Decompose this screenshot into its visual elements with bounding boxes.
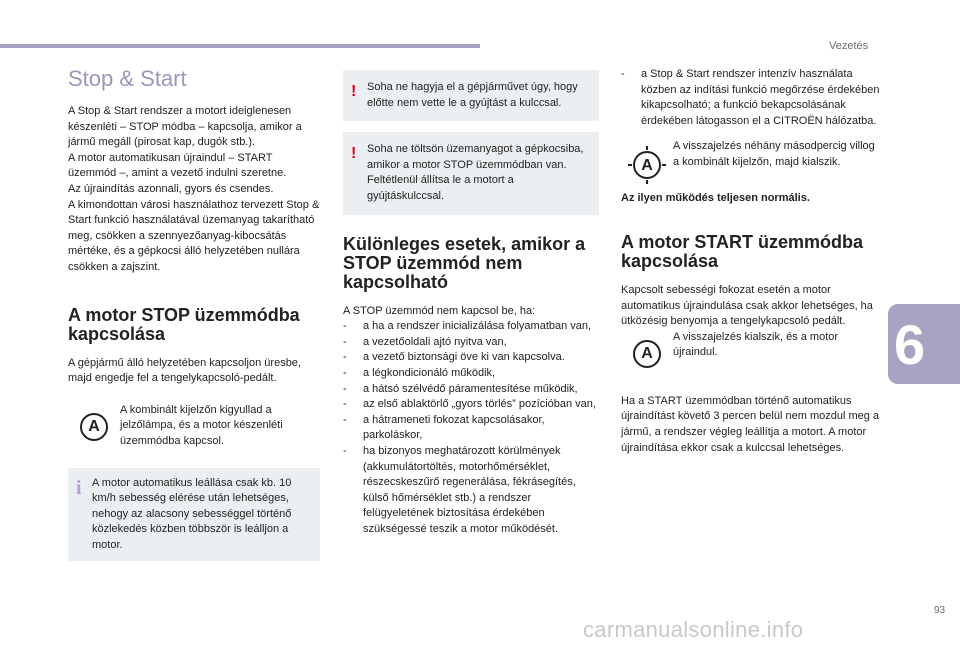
list-item: - ha bizonyos meghatározott körülmények (akkumulátortöltés, motorhőmérséklet, részecskeszűrő regenerálása, fékrásegítés, külső hőmérséklet stb.) a rendszer felügyeletének biztosítása érdekében szükségessé teszik a motor működését. (343, 444, 599, 538)
special-intro: A STOP üzemmód nem kapcsol be, ha: (343, 304, 536, 317)
normal-note: Az ilyen működés teljesen normális. (621, 192, 810, 205)
list-item: - a légkondicionáló működik, (343, 366, 599, 382)
stop-indicator-row (68, 403, 320, 450)
start-icon-text: A visszajelzés kialszik, és a motor újraindul. (673, 330, 839, 359)
list-item: - a hátrameneti fokozat kapcsolásakor, parkoláskor, (343, 413, 599, 444)
stop-start-a-icon (68, 403, 120, 441)
stop-start-a-flashing-icon (621, 139, 673, 179)
special-list (343, 319, 599, 537)
special-heading: Különleges esetek, amikor a STOP üzemmód nem kapcsolható (343, 233, 586, 292)
intro-line: Az újraindítás azonnali, gyors és csendes. (68, 182, 274, 195)
warning-box-1 (343, 70, 599, 121)
column-2 (343, 70, 599, 537)
warning-box-2 (343, 132, 599, 214)
warning-1-text: Soha ne hagyja el a gépjárművet úgy, hogy előtte nem vette le a gyújtást a kulccsal. (367, 81, 578, 109)
start-heading: A motor START üzemmódba kapcsolása (621, 231, 863, 271)
stop-icon-text: A kombinált kijelzőn kigyullad a jelzőlámpa, és a motor készenléti üzemmódba kapcsol. (120, 403, 283, 447)
list-item: - az első ablaktörlő „gyors törlés” pozícióban van, (343, 397, 599, 413)
intro-line: A motor automatikusan újraindul – START üzemmód –, amint a vezető indulni szeretne. (68, 151, 287, 180)
intro-text (68, 104, 320, 276)
list-item: - a vezető biztonsági öve ki van kapcsolva. (343, 350, 599, 366)
flash-icon-text: A visszajelzés néhány másodpercig villog a kombinált kijelzőn, majd kialszik. (673, 140, 875, 168)
continued-list (621, 67, 881, 129)
start-text: Kapcsolt sebességi fokozat esetén a motor automatikus újraindulása csak akkor lehetséges, ha ütközésig benyomja a tengelykapcsoló pedált. (621, 283, 873, 328)
warning-2-text: Soha ne töltsön üzemanyagot a gépkocsiba, amikor a motor STOP üzemmódban van. Feltétlenül állítsa le a motort a gyújtáskulccsal. (367, 143, 584, 202)
info-icon: i (76, 476, 82, 499)
list-item: - a Stop & Start rendszer intenzív használata közben az indítási funkció megőrzése érdekében kikapcsolható; a funkció bekapcsolásának érdekében látogasson el a CITROËN hálózatba. (621, 67, 881, 129)
a-badge: A (80, 413, 108, 441)
column-1 (68, 64, 320, 561)
intro-line: A kimondottan városi használathoz tervezett Stop & Start funkció használatával üzemanyag takarítható meg, csökken a szennyezőanyag-kibocsátás mértéke, és a gépkocsi álló helyzetében nullára csökken a zajszint. (68, 198, 320, 273)
flash-indicator-row (621, 139, 881, 179)
page-number: 93 (934, 605, 946, 616)
start-indicator-row (621, 330, 881, 368)
a-badge: A (633, 340, 661, 368)
chapter-tab: 6 (888, 304, 960, 384)
list-item: - a ha a rendszer inicializálása folyamatban van, (343, 319, 599, 335)
page-title: Stop & Start (68, 66, 187, 91)
exclamation-icon: ! (351, 83, 357, 100)
column-3 (621, 67, 881, 456)
watermark: carmanualsonline.info (583, 617, 804, 642)
stop-start-a-icon (621, 330, 673, 368)
info-text: A motor automatikus leállása csak kb. 10 km/h sebesség elérése után lehetséges, nehogy az alacsony sebességgel történő közlekedés közben többször is leálljon a motor. (92, 476, 292, 551)
list-item: - a hátsó szélvédő páramentesítése működik, (343, 382, 599, 398)
info-box (68, 468, 320, 562)
intro-line: A Stop & Start rendszer a motort ideiglenesen készenléti – STOP módba – kapcsolja, amikor a jármű megáll (pirosat kap, dugók stb.). (68, 105, 302, 149)
restart-text: Ha a START üzemmódban történő automatikus újraindítást követő 3 percen belül nem mozdul meg a jármű, a rendszer végleg leállítja a motort. A motor újraindítása ekkor csak a kulccsal lehetséges. (621, 394, 880, 454)
stop-heading: A motor STOP üzemmódba kapcsolása (68, 304, 300, 344)
stop-text: A gépjármű álló helyzetében kapcsoljon üresbe, majd engedje fel a tengelykapcsoló-pedált. (68, 356, 301, 385)
a-badge: A (633, 151, 661, 179)
header-rule (0, 44, 480, 48)
list-item: - a vezetőoldali ajtó nyitva van, (343, 335, 599, 351)
exclamation-icon: ! (351, 145, 357, 163)
section-name: Vezetés (829, 40, 869, 52)
